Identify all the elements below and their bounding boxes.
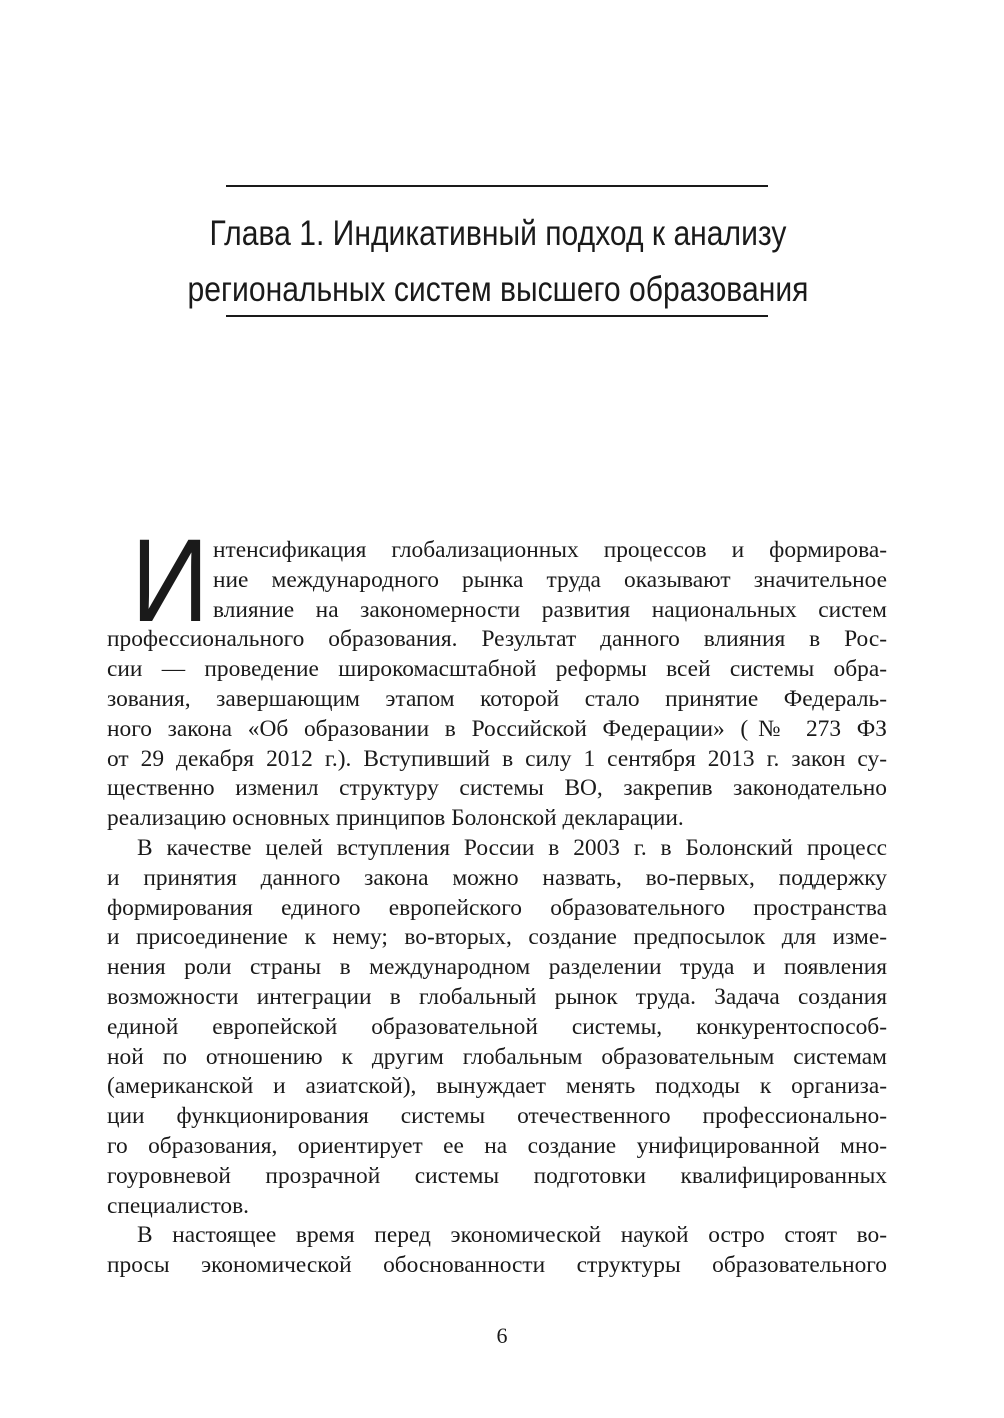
text-line: В настоящее время перед экономической наукой остро стоят во-: [137, 1222, 887, 1249]
chapter-title-line: региональных систем высшего образования: [187, 270, 809, 309]
text-line: единой европейской образовательной системы, конкурентоспособ-: [107, 1013, 887, 1040]
title-top-rule: [226, 185, 768, 187]
text-line: (американской и азиатской), вынуждает менять подходы к организа-: [107, 1073, 887, 1100]
text-line: и присоединение к нему; во-вторых, создание предпосылок для изме-: [107, 924, 887, 951]
text-line: зования, завершающим этапом которой стало принятие Федераль-: [107, 685, 887, 712]
drop-cap: И: [131, 515, 210, 647]
text-line: влияние на закономерности развития национальных систем: [213, 596, 887, 623]
paragraph-3: [107, 1221, 887, 1281]
chapter-title: [163, 206, 834, 318]
text-line: профессионального образования. Результат данного влияния в Рос-: [107, 626, 887, 653]
page-number: 6: [496, 1323, 508, 1348]
text-line: гоуровневой прозрачной системы подготовки квалифицированных: [107, 1162, 887, 1189]
text-line: возможности интеграции в глобальный рынок труда. Задача создания: [107, 983, 887, 1010]
text-line: ного закона «Об образовании в Российской Федерации» (№ 273 ФЗ: [107, 715, 887, 742]
text-line: ной по отношению к другим глобальным образовательным системам: [107, 1043, 887, 1070]
paragraph-2: [107, 834, 887, 1221]
text-line: специалистов.: [107, 1192, 249, 1219]
text-line: просы экономической обоснованности структуры образовательного: [107, 1252, 887, 1279]
text-line: нтенсификация глобализационных процессов и формирова-: [213, 537, 887, 563]
text-line: нения роли страны в международном разделении труда и появления: [107, 954, 887, 981]
text-line: ции функционирования системы отечественного профессионально-: [107, 1103, 887, 1130]
text-line: формирования единого европейского образовательного пространства: [107, 894, 887, 921]
text-line: В качестве целей вступления России в 2003 г. в Болонский процесс: [137, 834, 887, 861]
body-text: [107, 515, 887, 1281]
text-line: и принятия данного закона можно назвать, во-первых, поддержку: [107, 864, 887, 891]
text-line: от 29 декабря 2012 г.). Вступивший в силу 1 сентября 2013 г. закон су-: [107, 745, 887, 772]
chapter-title-line: Глава 1. Индикативный подход к анализу: [209, 214, 787, 253]
text-line: ние международного рынка труда оказывают значительное: [213, 566, 887, 593]
text-line: щественно изменил структуру системы ВО, закрепив законодательно: [107, 775, 887, 802]
title-bottom-rule: [226, 315, 768, 317]
text-line: го образования, ориентирует ее на создание унифицированной мно-: [107, 1132, 887, 1159]
text-line: реализацию основных принципов Болонской декларации.: [107, 805, 684, 832]
paragraph-1: [107, 515, 887, 834]
text-line: сии — проведение широкомасштабной реформы всей системы обра-: [107, 656, 887, 683]
